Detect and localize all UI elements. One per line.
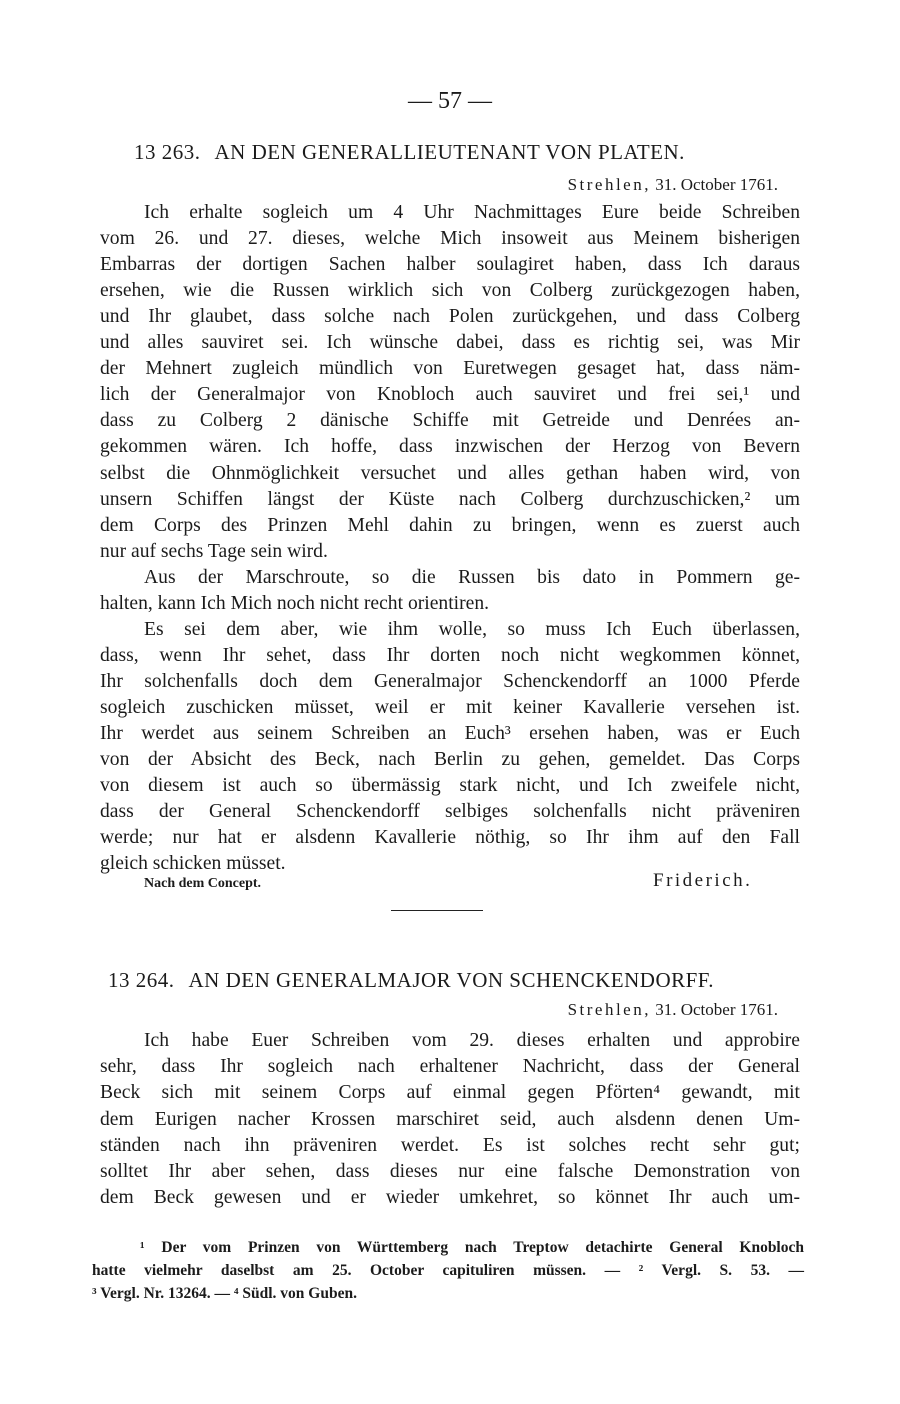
source-note: Nach dem Concept. <box>144 876 262 891</box>
footnote-line: ¹ Der vom Prinzen von Württemberg nach Treptow detachirte General Knobloch <box>140 1239 804 1256</box>
text-line: gekommen wären. Ich hoffe, dass inzwischen der Herzog von Bevern <box>100 436 800 458</box>
text-line: dem Corps des Prinzen Mehl dahin zu bringen, wenn es zuerst auch <box>100 514 800 536</box>
text-line: solltet Ihr aber sehen, dass dieses nur eine falsche Demonstration von <box>100 1161 800 1182</box>
text-line: nur auf sechs Tage sein wird. <box>100 540 328 562</box>
section-separator <box>391 910 483 911</box>
text-line: lich der Generalmajor von Knobloch auch sauviret und frei sei,¹ und <box>100 384 800 406</box>
text-line: und Ihr glaubet, dass solche nach Polen zurückgehen, und dass Colberg <box>100 306 800 328</box>
footnote-line: ³ Vergl. Nr. 13264. — ⁴ Südl. von Guben. <box>92 1285 357 1302</box>
text-line: dass zu Colberg 2 dänische Schiffe mit Getreide und Denrées an- <box>100 410 800 432</box>
text-line: Es sei dem aber, wie ihm wolle, so muss Ich Euch überlassen, <box>144 618 800 640</box>
text-line: der Mehnert zugleich mündlich von Euretwegen gesaget hat, dass näm- <box>100 358 800 380</box>
letter-heading <box>134 140 685 165</box>
text-line: Beck sich mit seinem Corps auf einmal gegen Pförten⁴ gewandt, mit <box>100 1082 800 1104</box>
text-line: dass der General Schenckendorff selbiges solchenfalls nicht präveniren <box>100 801 800 823</box>
text-line: dass, wenn Ihr sehet, dass Ihr dorten noch nicht wegkommen könnet, <box>100 644 800 666</box>
letter-date: 31. October 1761. <box>655 175 778 194</box>
text-line: und alles sauviret sei. Ich wünsche dabei, dass es richtig sei, was Mir <box>100 332 800 354</box>
text-line: Ich habe Euer Schreiben vom 29. dieses erhalten und approbire <box>144 1030 800 1051</box>
letter-number: 13 264. <box>108 968 175 992</box>
text-line: Ihr solchenfalls doch dem Generalmajor Schenckendorff an 1000 Pferde <box>100 670 800 692</box>
letter-dateline <box>568 1000 778 1020</box>
text-line: halten, kann Ich Mich noch nicht recht orientiren. <box>100 592 490 614</box>
text-line: von diesem ist auch so übermässig stark nicht, und Ich zweifele nicht, <box>100 775 800 797</box>
text-line: werde; nur hat er alsdenn Kavallerie nöthig, so Ihr ihm auf den Fall <box>100 827 800 849</box>
signature: Friderich. <box>653 870 753 891</box>
page-number <box>0 88 900 115</box>
text-line: dem Beck gewesen und er wieder umkehret, so könnet Ihr auch um- <box>100 1187 800 1209</box>
text-line: selbst die Ohnmöglichkeit versuchet und alles gethan haben wird, von <box>100 462 800 484</box>
text-line: sogleich zuschicken müsset, weil er mit keiner Kavallerie versehen ist. <box>100 696 800 718</box>
letter-heading <box>108 968 714 993</box>
text-line: Aus der Marschroute, so die Russen bis dato in Pommern ge- <box>144 566 800 588</box>
text-line: vom 26. und 27. dieses, welche Mich insoweit aus Meinem bisherigen <box>100 228 800 250</box>
text-line: ersehen, wie die Russen wirklich sich von Colberg zurückgezogen haben, <box>100 280 800 302</box>
letter-recipient: AN DEN GENERALMAJOR VON SCHENCKENDORFF. <box>188 968 715 992</box>
text-line: Ihr werdet aus seinem Schreiben an Euch³ ersehen haben, was er Euch <box>100 723 800 744</box>
text-line: Embarras der dortigen Sachen halber soulagiret haben, dass Ich daraus <box>100 254 800 276</box>
letter-number: 13 263. <box>134 140 201 164</box>
letter-dateline <box>568 175 778 195</box>
letter-recipient: AN DEN GENERALLIEUTENANT VON PLATEN. <box>214 140 685 164</box>
text-line: von der Absicht des Beck, nach Berlin zu gehen, gemeldet. Das Corps <box>100 749 800 771</box>
text-line: dem Eurigen nacher Krossen marschiret seid, auch alsdenn denen Um- <box>100 1108 800 1130</box>
text-line: unsern Schiffen längst der Küste nach Colberg durchzuschicken,² um <box>100 488 800 510</box>
text-line: gleich schicken müsset. <box>100 853 286 875</box>
text-line: Ich erhalte sogleich um 4 Uhr Nachmittages Eure beide Schreiben <box>144 202 800 223</box>
text-line: ständen nach ihn präveniren werdet. Es ist solches recht sehr gut; <box>100 1134 800 1156</box>
letter-place: Strehlen, <box>567 1000 651 1019</box>
letter-date: 31. October 1761. <box>655 1000 778 1019</box>
letter-place: Strehlen, <box>567 175 651 194</box>
text-line: sehr, dass Ihr sogleich nach erhaltener Nachricht, dass der General <box>100 1056 800 1078</box>
page-number-text: — 57 — <box>408 88 492 114</box>
footnote-line: hatte vielmehr daselbst am 25. October capituliren müssen. — ² Vergl. S. 53. — <box>92 1262 804 1279</box>
